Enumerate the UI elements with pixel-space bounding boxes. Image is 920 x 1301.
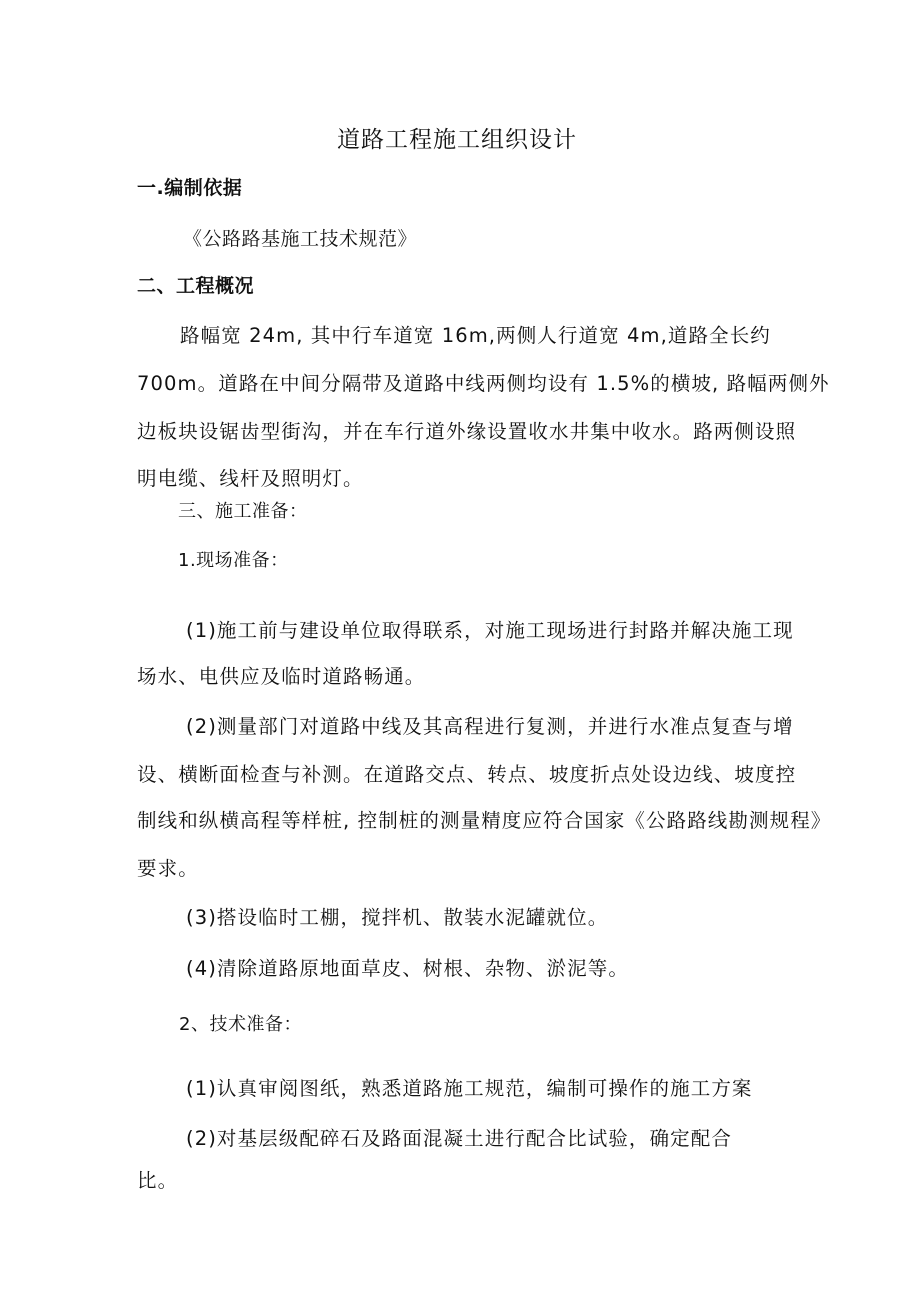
overview-line: 700m。道路在中间分隔带及道路中线两侧均设有 1.5%的横坡, 路幅两侧外	[137, 372, 830, 395]
site-prep-item-2: (2)测量部门对道路中线及其高程进行复测，并进行水准点复查与增	[186, 715, 794, 738]
overview-line: 明电缆、线杆及照明灯。	[137, 467, 364, 490]
site-prep-item-2: 制线和纵横高程等样桩, 控制桩的测量精度应符合国家《公路路线勘测规程》	[137, 809, 832, 832]
site-prep-item-1: (1)施工前与建设单位取得联系，对施工现场进行封路并解决施工现	[186, 619, 794, 642]
tech-prep-heading: 2、技术准备：	[179, 1014, 302, 1035]
section1-heading: 一.编制依据	[137, 177, 243, 199]
tech-prep-item-2: (2)对基层级配碎石及路面混凝土进行配合比试验，确定配合	[186, 1127, 732, 1150]
section3-heading: 三、施工准备：	[178, 501, 308, 522]
overview-line: 路幅宽 24m, 其中行车道宽 16m,两侧人行道宽 4m,道路全长约	[180, 324, 771, 347]
document-title: 道路工程施工组织设计	[337, 127, 577, 153]
tech-prep-item-2: 比。	[137, 1169, 179, 1192]
site-prep-heading: 1.现场准备：	[178, 550, 289, 571]
section1-reference: 《公路路基施工技术规范》	[183, 228, 418, 250]
overview-line: 边板块设锯齿型街沟，并在车行道外缘设置收水井集中收水。路两侧设照	[137, 420, 797, 443]
section2-heading: 二、工程概况	[137, 275, 255, 297]
tech-prep-item-1: (1)认真审阅图纸，熟悉道路施工规范，编制可操作的施工方案	[186, 1077, 753, 1100]
site-prep-item-4: (4)清除道路原地面草皮、树根、杂物、淤泥等。	[186, 957, 629, 980]
site-prep-item-3: (3)搭设临时工棚，搅拌机、散装水泥罐就位。	[186, 906, 609, 929]
site-prep-item-1: 场水、电供应及临时道路畅通。	[137, 665, 426, 688]
site-prep-item-2: 要求。	[137, 857, 199, 880]
site-prep-item-2: 设、横断面检查与补测。在道路交点、转点、坡度折点处设边线、坡度控	[137, 763, 797, 786]
